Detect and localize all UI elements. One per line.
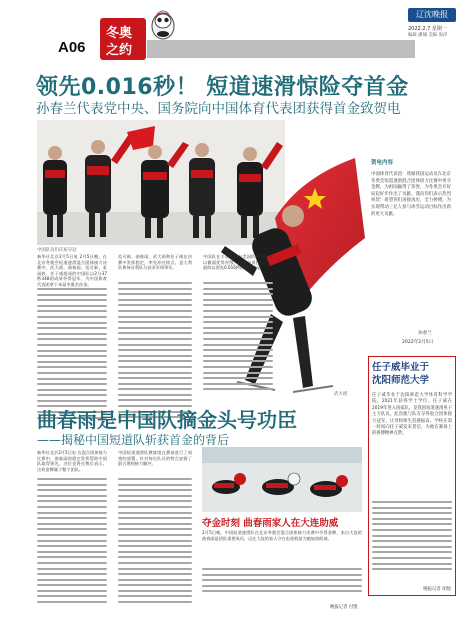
top-body-col1: 新华社北京2月5日电 2月5日晚，在北京冬奥会短道速滑混合团体接力决赛中，武大靖、曲春雨、范可新、张雨婷、任子威组成的中国队以2分37秒348的成绩夺得冠军，为中国体育代表团拿下本届冬奥会首金。 (37, 254, 107, 287)
sidebar-date: 2022年2月5日 (402, 340, 434, 345)
mascot-icon (148, 4, 178, 40)
header-divider (147, 40, 415, 58)
alumni-title-line2: 沈阳师范大学 (372, 375, 430, 386)
top-body-col1-lines (37, 288, 107, 423)
editor-text: 编辑 潘城 (408, 33, 427, 38)
top-body-col2-lines (118, 282, 192, 423)
alumni-author: 晚报记者 胡悦 (423, 587, 451, 592)
alumni-box (368, 356, 456, 596)
race-photo-author: 晚报记者 付凯 (330, 605, 358, 610)
bottom-body-col1: 新华社北京2月5日电 在混合团体接力比赛中，曲春雨的稳定发挥帮助中国队取得领先，这位老将在赛后表示，这枚金牌属于整个团队。 (37, 450, 107, 472)
race-photo-caption: 夺金时刻 曲春雨家人在大连助威 (202, 518, 339, 529)
wu-dajing-caption: 武大靖 (334, 392, 348, 397)
page-code: A06 (58, 39, 86, 56)
header-bar (0, 0, 471, 64)
top-headline: 领先0.016秒！ 短道速滑惊险夺首金 (36, 75, 409, 100)
date-text: 2022.2.7 (408, 26, 431, 32)
sidebar-signature: 孙春兰 (418, 331, 432, 336)
weekday-text: 星期一 (431, 26, 447, 32)
alumni-body-lines (372, 501, 452, 573)
top-body-col3: 中国队在半决赛中与美国队冲线时仅以微弱优势晋级，决赛中顶住压力，最终以领先0.016秒的优势夺冠。 (203, 254, 273, 271)
proof-text: 美编 海洋 (428, 33, 448, 38)
top-body-col2: 范可新、曲春雨、武大靖和任子威在决赛中发挥稳定，率先冲过终点。意大利队和匈牙利队分获亚军和季军。 (118, 254, 192, 271)
bottom-body-col2-lines (118, 478, 192, 606)
top-body-col3-lines (203, 282, 273, 394)
sidebar-body: 中国体育代表团：欣闻我国运动员在北京冬奥会短道速滑混合团体接力比赛中勇夺金牌，为祖国赢得了荣誉，为冬奥会开好局起好步作出了贡献。谨向你们表示热烈祝贺！希望你们再接再厉，全力拼搏，为实现带动三亿人参与冰雪运动目标作出新的更大贡献。 (371, 172, 451, 217)
race-photo-body: 2月5日晚，中国短道速滑队在北京冬奥会混合团体接力决赛中夺得金牌，来自大连的曲春雨是团队重要成员，远在大连的家人守在电视机前为她加油助威。 (202, 530, 362, 541)
paper-name: 辽沈晚报 (416, 10, 448, 19)
bottom-headline: 曲春雨是中国队摘金头号功臣 (37, 408, 297, 432)
section-title-line2: 之约 (106, 43, 133, 58)
issue-date (408, 25, 447, 32)
bottom-body-col1-lines (37, 478, 107, 606)
paper-logo (408, 8, 456, 22)
top-subhead: 孙春兰代表党中央、国务院向中国体育代表团获得首金致贺电 (36, 101, 401, 117)
bottom-body-col2: 中国短道速滑队教练组在赛前进行了周密的部署，针对每位队员的特点安排了最合理的接力顺序。 (118, 450, 192, 467)
sidebar-heading: 贺电内容 (371, 160, 394, 166)
race-photo (202, 447, 362, 512)
race-photo-body-lines (202, 568, 362, 598)
team-photo-caption: 中国队员们庆祝夺冠 (37, 248, 77, 253)
alumni-body: 任子威毕业于沈阳师范大学体育科学学院，2021年获得学士学位。任子威在2019年进入国家队，是我国短道速滑男子主力队员。此次他与队友夺得混合团体接力冠军，让母校师生倍感振奋。学校在第一时间向任子威发来贺信，为他在赛场上的拼搏精神点赞。 (372, 393, 452, 437)
bottom-subhead: ——揭秘中国短道队斩获首金的背后 (37, 433, 230, 447)
section-badge (100, 18, 146, 60)
editor-line (408, 32, 447, 38)
section-title-line1: 冬奥 (106, 26, 133, 41)
alumni-title-line1: 任子威毕业于 (372, 362, 430, 373)
